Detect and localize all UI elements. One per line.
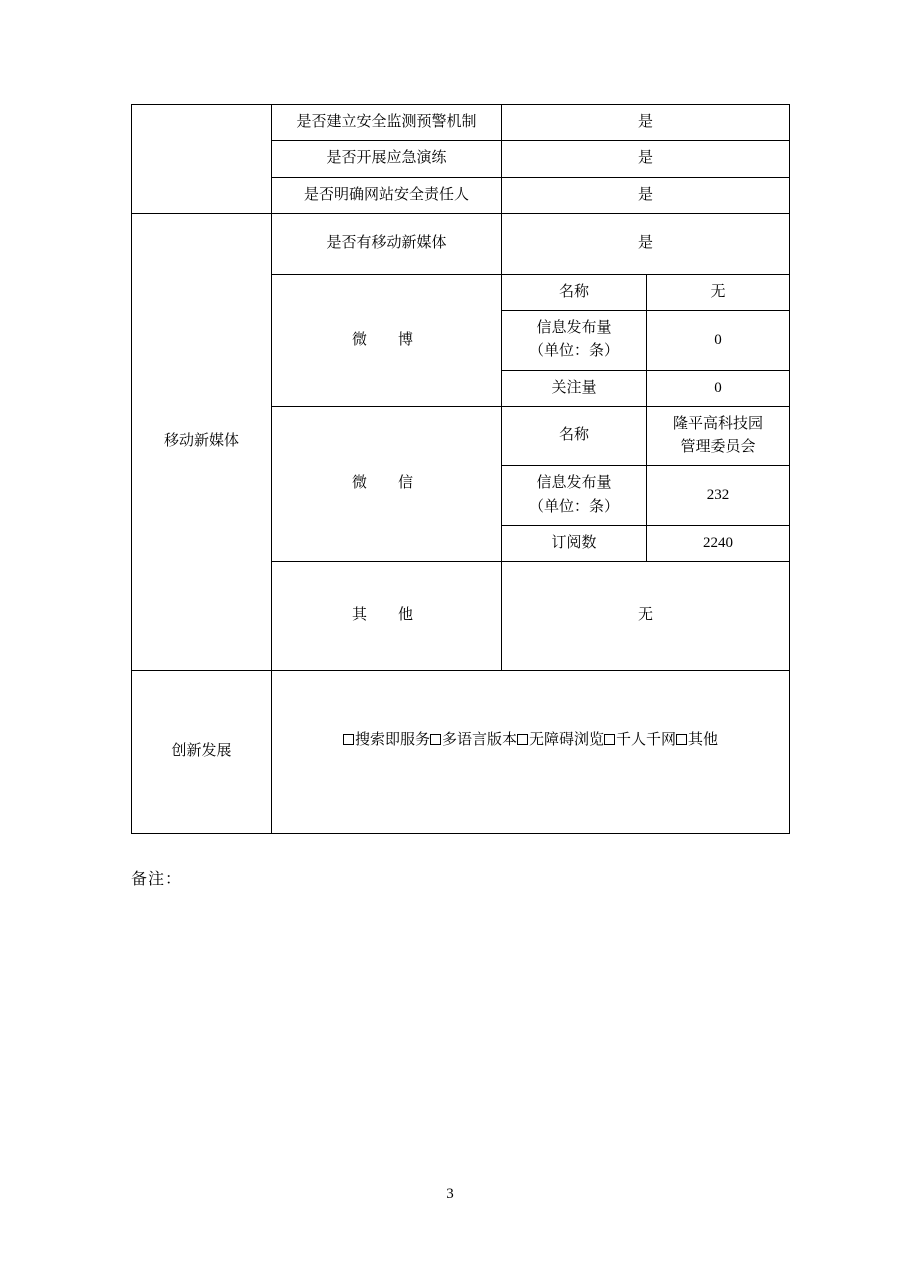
weixin-item-name-1 (502, 466, 647, 526)
checkbox-icon[interactable] (430, 734, 441, 745)
weibo-item-value-1: 0 (647, 311, 790, 371)
innovation-option-0-label: 搜索即服务 (354, 732, 430, 748)
security-row-value-2: 是 (502, 177, 790, 213)
weixin-label: 微 信 (272, 406, 502, 561)
security-row-value-1: 是 (502, 141, 790, 177)
page-number: 3 (446, 1186, 454, 1202)
weibo-item-name-1-line2: （单位：条） (528, 343, 619, 360)
weixin-item-value-0-line2: 管理委员会 (680, 439, 756, 455)
security-row-label-0: 是否建立安全监测预警机制 (272, 105, 502, 141)
weibo-item-value-2: 0 (647, 370, 790, 406)
security-row-value-0: 是 (502, 105, 790, 141)
table-row (132, 213, 790, 274)
mobile-media-section-label: 移动新媒体 (132, 213, 272, 670)
checkbox-icon[interactable] (343, 734, 354, 745)
security-section-label (132, 105, 272, 214)
weixin-item-name-1-line1: 信息发布量 (536, 475, 612, 492)
weixin-item-value-1: 232 (647, 466, 790, 526)
innovation-option-0[interactable] (343, 732, 430, 748)
weixin-item-value-0 (647, 406, 790, 466)
checkbox-icon[interactable] (676, 734, 687, 745)
weixin-item-name-0: 名称 (502, 406, 647, 466)
table-row (132, 671, 790, 834)
other-media-value: 无 (502, 562, 790, 671)
table-row (132, 105, 790, 141)
remark-label: 备注： (131, 871, 183, 888)
weixin-item-name-2: 订阅数 (502, 525, 647, 561)
has-mobile-media-label: 是否有移动新媒体 (272, 213, 502, 274)
website-report-table (131, 104, 790, 834)
innovation-options-cell (272, 671, 790, 834)
innovation-option-2[interactable] (517, 732, 604, 748)
innovation-option-3[interactable] (604, 732, 676, 748)
weibo-label: 微 博 (272, 274, 502, 406)
innovation-option-3-label: 千人千网 (616, 732, 677, 748)
weixin-item-value-2: 2240 (647, 525, 790, 561)
innovation-label: 创新发展 (132, 671, 272, 834)
weixin-item-name-1-line2: （单位：条） (528, 498, 619, 515)
innovation-option-1-label: 多语言版本 (441, 732, 517, 748)
innovation-option-4[interactable] (676, 732, 718, 748)
weibo-item-value-0: 无 (647, 274, 790, 310)
weibo-item-name-2: 关注量 (502, 370, 647, 406)
weixin-item-value-0-line1: 隆平高科技园 (673, 415, 764, 432)
innovation-option-4-label: 其他 (688, 732, 719, 748)
has-mobile-media-value: 是 (502, 213, 790, 274)
other-media-label: 其 他 (272, 562, 502, 671)
weibo-item-name-1-line1: 信息发布量 (536, 320, 612, 336)
security-row-label-1: 是否开展应急演练 (272, 141, 502, 177)
checkbox-icon[interactable] (517, 734, 528, 745)
weibo-item-name-0: 名称 (502, 274, 647, 310)
checkbox-icon[interactable] (604, 734, 615, 745)
security-row-label-2: 是否明确网站安全责任人 (272, 177, 502, 213)
innovation-option-2-label: 无障碍浏览 (529, 732, 605, 748)
innovation-options (276, 728, 785, 752)
innovation-option-1[interactable] (430, 732, 517, 748)
weibo-item-name-1 (502, 311, 647, 371)
